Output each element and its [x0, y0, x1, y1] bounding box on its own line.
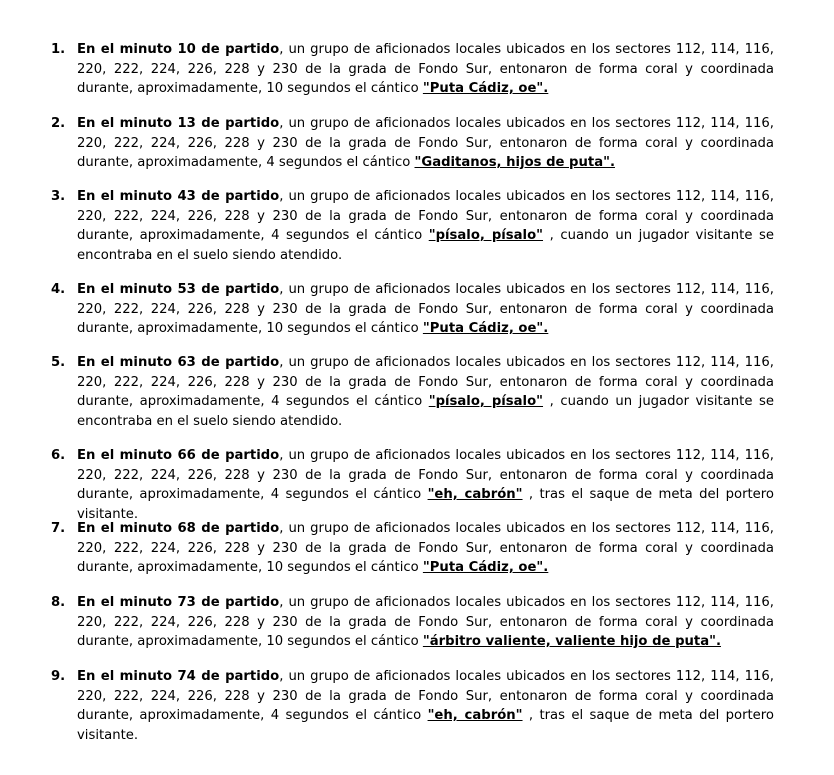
item-tail: , cuando un jugador visitante se encontraba en el suelo siendo atendido.: [77, 228, 774, 263]
item-description: , un grupo de aficionados locales ubicados en los sectores 112, 114, 116, 220, 222, 224, 226, 228 y 230 de la grada de Fondo Sur, entonaron de forma coral y coordinada durante, aproximadamente, 4 segundos el cántico: [77, 355, 774, 409]
item-minute: En el minuto 13 de partido: [77, 116, 280, 131]
item-number: 1.: [51, 42, 66, 57]
item-minute: En el minuto 63 de partido: [77, 355, 280, 370]
item-chant: "písalo, písalo": [428, 228, 544, 243]
item-tail: , tras el saque de meta del portero visitante.: [77, 708, 774, 743]
item-number: 3.: [51, 189, 66, 204]
item-number: 8.: [51, 595, 66, 610]
item-number: 7.: [51, 521, 66, 536]
item-number: 9.: [51, 669, 66, 684]
list-item: [51, 446, 774, 524]
list-item: [51, 40, 774, 99]
item-minute: En el minuto 73 de partido: [77, 595, 280, 610]
list-item: [51, 667, 774, 745]
item-chant: "Puta Cádiz, oe".: [422, 81, 549, 96]
item-minute: En el minuto 10 de partido: [77, 42, 280, 57]
item-number: 6.: [51, 448, 66, 463]
item-chant: "písalo, písalo": [428, 394, 544, 409]
item-minute: En el minuto 53 de partido: [77, 282, 280, 297]
item-description: , un grupo de aficionados locales ubicados en los sectores 112, 114, 116, 220, 222, 224, 226, 228 y 230 de la grada de Fondo Sur, entonaron de forma coral y coordinada durante, aproximadamente, 10 segundos el cántico: [77, 595, 774, 649]
item-number: 5.: [51, 355, 66, 370]
item-chant: "Gaditanos, hijos de puta".: [414, 155, 615, 170]
list-item: [51, 114, 774, 173]
item-minute: En el minuto 68 de partido: [77, 521, 280, 536]
item-description: , un grupo de aficionados locales ubicados en los sectores 112, 114, 116, 220, 222, 224, 226, 228 y 230 de la grada de Fondo Sur, entonaron de forma coral y coordinada durante, aproximadamente, 10 segundos el cántico: [77, 42, 774, 96]
item-chant: "eh, cabrón": [427, 708, 523, 723]
list-item: [51, 280, 774, 339]
item-chant: "Puta Cádiz, oe".: [422, 560, 549, 575]
item-minute: En el minuto 43 de partido: [77, 189, 280, 204]
item-description: , un grupo de aficionados locales ubicados en los sectores 112, 114, 116, 220, 222, 224, 226, 228 y 230 de la grada de Fondo Sur, entonaron de forma coral y coordinada durante, aproximadamente, 4 segundos el cántico: [77, 669, 774, 723]
item-number: 4.: [51, 282, 66, 297]
item-number: 2.: [51, 116, 66, 131]
item-minute: En el minuto 74 de partido: [77, 669, 280, 684]
item-chant: "árbitro valiente, valiente hijo de puta".: [422, 634, 721, 649]
item-description: , un grupo de aficionados locales ubicados en los sectores 112, 114, 116, 220, 222, 224, 226, 228 y 230 de la grada de Fondo Sur, entonaron de forma coral y coordinada durante, aproximadamente, 4 segundos el cántico: [77, 189, 774, 243]
item-tail: , cuando un jugador visitante se encontraba en el suelo siendo atendido.: [77, 394, 774, 429]
list-item: [51, 353, 774, 431]
item-minute: En el minuto 66 de partido: [77, 448, 280, 463]
item-description: , un grupo de aficionados locales ubicados en los sectores 112, 114, 116, 220, 222, 224, 226, 228 y 230 de la grada de Fondo Sur, entonaron de forma coral y coordinada durante, aproximadamente, 4 segundos el cántico: [77, 116, 774, 170]
list-item: [51, 519, 774, 578]
item-tail: , tras el saque de meta del portero visitante.: [77, 487, 774, 522]
item-chant: "eh, cabrón": [427, 487, 523, 502]
item-description: , un grupo de aficionados locales ubicados en los sectores 112, 114, 116, 220, 222, 224, 226, 228 y 230 de la grada de Fondo Sur, entonaron de forma coral y coordinada durante, aproximadamente, 4 segundos el cántico: [77, 448, 774, 502]
list-item: [51, 187, 774, 265]
item-description: , un grupo de aficionados locales ubicados en los sectores 112, 114, 116, 220, 222, 224, 226, 228 y 230 de la grada de Fondo Sur, entonaron de forma coral y coordinada durante, aproximadamente, 10 segundos el cántico: [77, 521, 774, 575]
list-item: [51, 593, 774, 652]
item-chant: "Puta Cádiz, oe".: [422, 321, 549, 336]
item-description: , un grupo de aficionados locales ubicados en los sectores 112, 114, 116, 220, 222, 224, 226, 228 y 230 de la grada de Fondo Sur, entonaron de forma coral y coordinada durante, aproximadamente, 10 segundos el cántico: [77, 282, 774, 336]
